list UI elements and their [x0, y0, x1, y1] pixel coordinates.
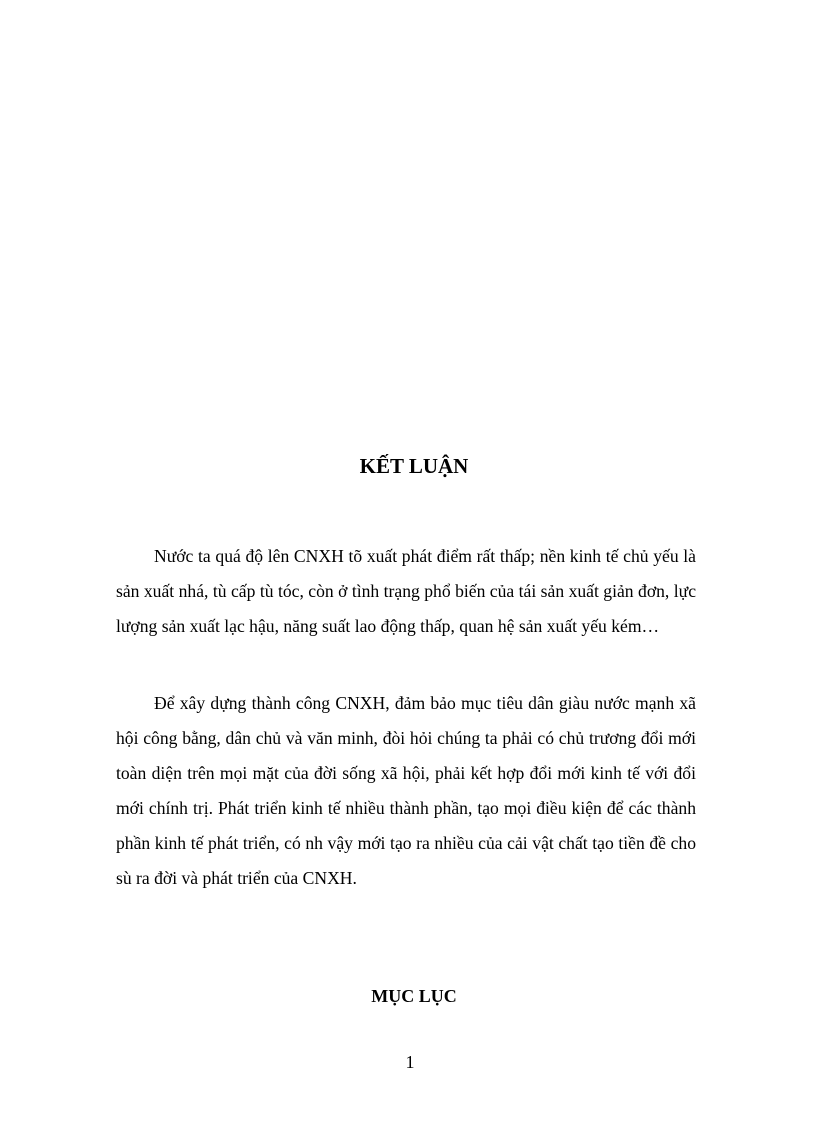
paragraph-1: Nước ta quá độ lên CNXH tõ xuất phát điểm rất thấp; nền kinh tế chủ yếu là sản xuất nhá, tù cấp tù tóc, còn ở tình trạng phổ biến của tái sản xuất giản đơn, lực lượng sản xuất lạc hậu, năng suất lao động thấp, quan hệ sản xuất yếu kém… — [116, 546, 696, 636]
conclusion-heading: KẾT LUẬN — [359, 454, 469, 478]
toc-heading: MỤC LỤC — [371, 986, 457, 1006]
page-number: 1 — [405, 1052, 415, 1072]
paragraph-2: Để xây dựng thành công CNXH, đảm bảo mục tiêu dân giàu nước mạnh xã hội công bằng, dân chủ và văn minh, đòi hỏi chúng ta phải có chủ trương đổi mới toàn diện trên mọi mặt của đời sống xã hội, phải kết hợp đổi mới kinh tế với đổi mới chính trị. Phát triển kinh tế nhiều thành phần, tạo mọi điều kiện để các thành phần kinh tế phát triển, có nh vậy mới tạo ra nhiều của cải vật chất tạo tiền đề cho sù ra đời và phát triển của CNXH. — [116, 693, 696, 888]
